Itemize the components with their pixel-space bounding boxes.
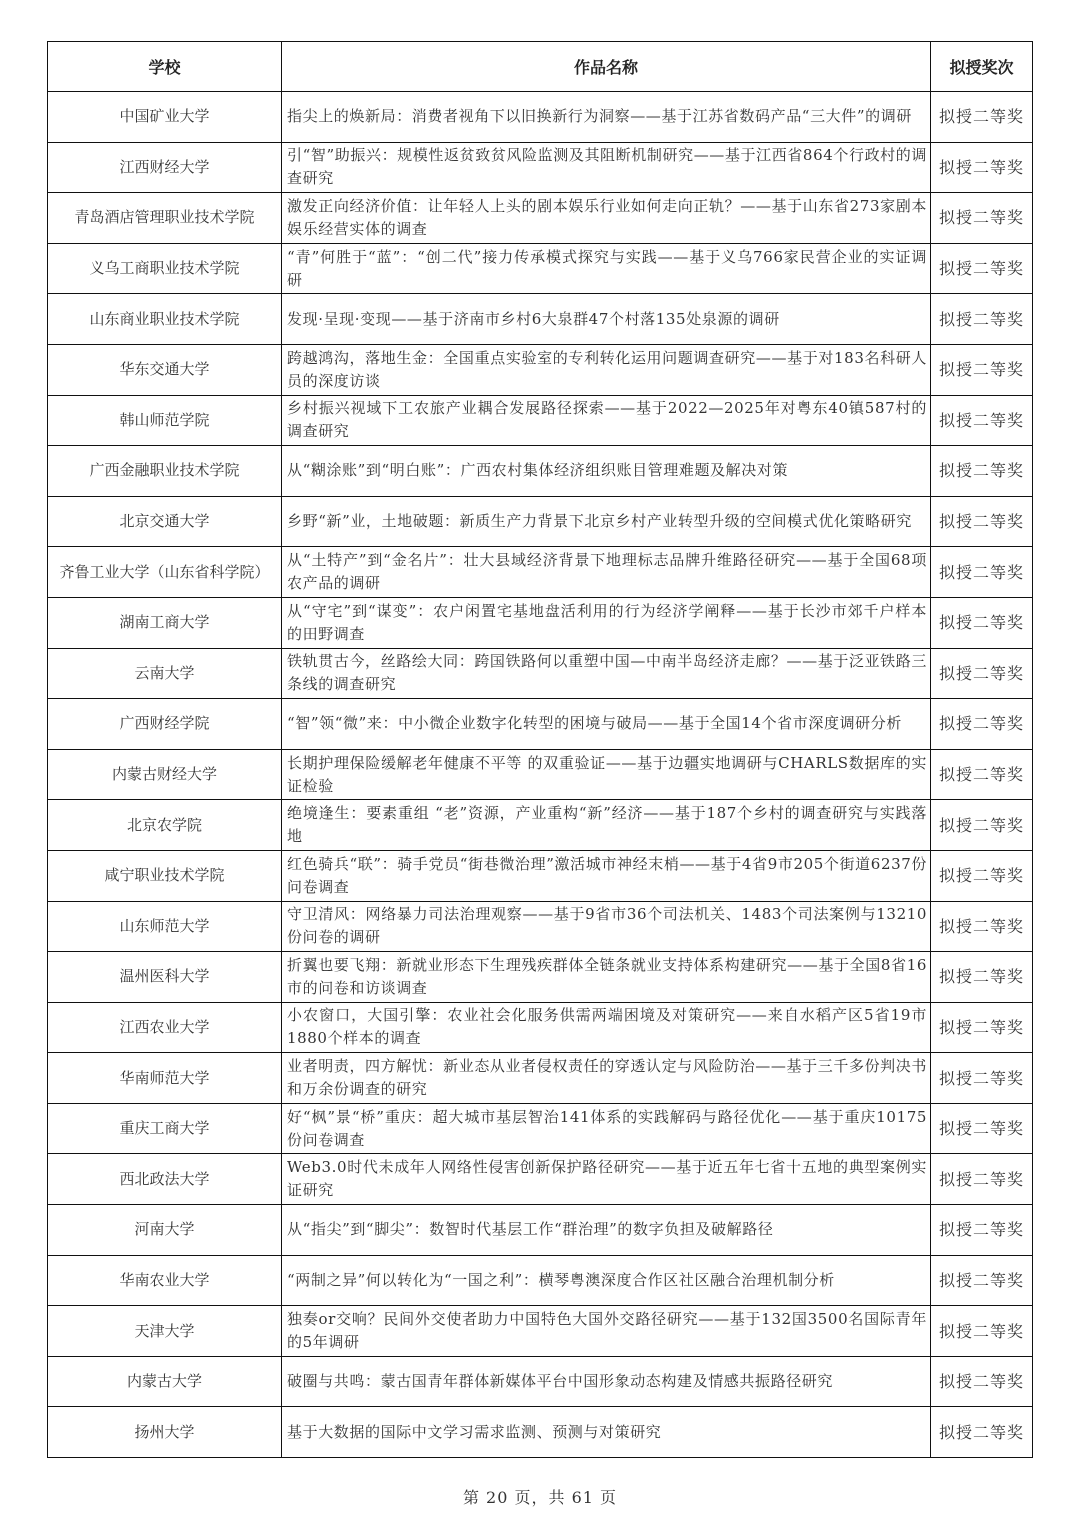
table-row	[48, 952, 1033, 1003]
table-row	[48, 800, 1033, 851]
title-cell: 引“智”助振兴：规模性返贫致贫风险监测及其阻断机制研究——基于江西省864个行政村的调查研究	[282, 142, 931, 193]
header-school: 学校	[48, 42, 282, 92]
title-cell: 好“枫”景“桥”重庆：超大城市基层智治141体系的实践解码与路径优化——基于重庆10175份问卷调查	[282, 1103, 931, 1154]
school-cell: 山东师范大学	[48, 901, 282, 952]
table-row	[48, 850, 1033, 901]
award-cell: 拟授二等奖	[931, 1053, 1033, 1104]
school-cell: 湖南工商大学	[48, 597, 282, 648]
table-row	[48, 597, 1033, 648]
school-cell: 北京农学院	[48, 800, 282, 851]
school-cell: 广西金融职业技术学院	[48, 446, 282, 497]
table-row	[48, 344, 1033, 395]
school-cell: 内蒙古大学	[48, 1356, 282, 1407]
school-cell: 华南农业大学	[48, 1255, 282, 1306]
title-cell: “青”何胜于“蓝”：“创二代”接力传承模式探究与实践——基于义乌766家民营企业的实证调研	[282, 243, 931, 294]
header-title: 作品名称	[282, 42, 931, 92]
award-cell: 拟授二等奖	[931, 850, 1033, 901]
table-row	[48, 547, 1033, 598]
table-row	[48, 648, 1033, 699]
title-cell: 乡村振兴视域下工农旅产业耦合发展路径探索——基于2022—2025年对粤东40镇587村的调查研究	[282, 395, 931, 446]
title-cell: 发现·呈现·变现——基于济南市乡村6大泉群47个村落135处泉源的调研	[282, 294, 931, 345]
title-cell: Web3.0时代未成年人网络性侵害创新保护路径研究——基于近五年七省十五地的典型案例实证研究	[282, 1154, 931, 1205]
table-row	[48, 92, 1033, 143]
school-cell: 齐鲁工业大学（山东省科学院）	[48, 547, 282, 598]
award-cell: 拟授二等奖	[931, 800, 1033, 851]
award-cell: 拟授二等奖	[931, 496, 1033, 547]
table-body	[48, 92, 1033, 1458]
award-cell: 拟授二等奖	[931, 1002, 1033, 1053]
table-row	[48, 1002, 1033, 1053]
title-cell: 从“土特产”到“金名片”：壮大县域经济背景下地理标志品牌升维路径研究——基于全国68项农产品的调研	[282, 547, 931, 598]
title-cell: 小农窗口，大国引擎：农业社会化服务供需两端困境及对策研究——来自水稻产区5省19市1880个样本的调查	[282, 1002, 931, 1053]
school-cell: 云南大学	[48, 648, 282, 699]
school-cell: 内蒙古财经大学	[48, 749, 282, 800]
title-cell: 长期护理保险缓解老年健康不平等 的双重验证——基于边疆实地调研与CHARLS数据库的实证检验	[282, 749, 931, 800]
award-cell: 拟授二等奖	[931, 193, 1033, 244]
school-cell: 华南师范大学	[48, 1053, 282, 1104]
award-cell: 拟授二等奖	[931, 749, 1033, 800]
table-row	[48, 193, 1033, 244]
award-cell: 拟授二等奖	[931, 1356, 1033, 1407]
award-cell: 拟授二等奖	[931, 699, 1033, 750]
school-cell: 青岛酒店管理职业技术学院	[48, 193, 282, 244]
table-row	[48, 243, 1033, 294]
table-row	[48, 1103, 1033, 1154]
school-cell: 河南大学	[48, 1205, 282, 1256]
school-cell: 江西财经大学	[48, 142, 282, 193]
school-cell: 扬州大学	[48, 1407, 282, 1458]
award-cell: 拟授二等奖	[931, 294, 1033, 345]
award-cell: 拟授二等奖	[931, 1306, 1033, 1357]
school-cell: 韩山师范学院	[48, 395, 282, 446]
title-cell: 从“糊涂账”到“明白账”：广西农村集体经济组织账目管理难题及解决对策	[282, 446, 931, 497]
title-cell: 守卫清风：网络暴力司法治理观察——基于9省市36个司法机关、1483个司法案例与13210份问卷的调研	[282, 901, 931, 952]
title-cell: 破圈与共鸣：蒙古国青年群体新媒体平台中国形象动态构建及情感共振路径研究	[282, 1356, 931, 1407]
title-cell: 红色骑兵“联”：骑手党员“街巷微治理”激活城市神经末梢——基于4省9市205个街道6237份问卷调查	[282, 850, 931, 901]
table-row	[48, 1306, 1033, 1357]
title-cell: 乡野“新”业，土地破题：新质生产力背景下北京乡村产业转型升级的空间模式优化策略研究	[282, 496, 931, 547]
title-cell: “智”领“微”来：中小微企业数字化转型的困境与破局——基于全国14个省市深度调研分析	[282, 699, 931, 750]
award-cell: 拟授二等奖	[931, 344, 1033, 395]
title-cell: 铁轨贯古今，丝路绘大同：跨国铁路何以重塑中国—中南半岛经济走廊？——基于泛亚铁路三条线的调查研究	[282, 648, 931, 699]
award-cell: 拟授二等奖	[931, 1255, 1033, 1306]
school-cell: 华东交通大学	[48, 344, 282, 395]
table-row	[48, 1356, 1033, 1407]
award-cell: 拟授二等奖	[931, 597, 1033, 648]
school-cell: 咸宁职业技术学院	[48, 850, 282, 901]
award-cell: 拟授二等奖	[931, 243, 1033, 294]
table-row	[48, 749, 1033, 800]
title-cell: 折翼也要飞翔：新就业形态下生理残疾群体全链条就业支持体系构建研究——基于全国8省16市的问卷和访谈调查	[282, 952, 931, 1003]
award-cell: 拟授二等奖	[931, 142, 1033, 193]
school-cell: 重庆工商大学	[48, 1103, 282, 1154]
school-cell: 山东商业职业技术学院	[48, 294, 282, 345]
award-cell: 拟授二等奖	[931, 92, 1033, 143]
award-cell: 拟授二等奖	[931, 952, 1033, 1003]
table-row	[48, 395, 1033, 446]
table-row	[48, 699, 1033, 750]
title-cell: 跨越鸿沟，落地生金：全国重点实验室的专利转化运用问题调查研究——基于对183名科研人员的深度访谈	[282, 344, 931, 395]
title-cell: 业者明责，四方解忧：新业态从业者侵权责任的穿透认定与风险防治——基于三千多份判决书和万余份调查的研究	[282, 1053, 931, 1104]
table-row	[48, 294, 1033, 345]
table-header-row	[48, 42, 1033, 92]
title-cell: 独奏or交响？民间外交使者助力中国特色大国外交路径研究——基于132国3500名国际青年的5年调研	[282, 1306, 931, 1357]
page-number: 第 20 页，共 61 页	[462, 1488, 618, 1507]
title-cell: 从“守宅”到“谋变”：农户闲置宅基地盘活利用的行为经济学阐释——基于长沙市郊千户样本的田野调查	[282, 597, 931, 648]
table-row	[48, 1407, 1033, 1458]
table-row	[48, 142, 1033, 193]
award-cell: 拟授二等奖	[931, 1103, 1033, 1154]
school-cell: 温州医科大学	[48, 952, 282, 1003]
award-cell: 拟授二等奖	[931, 648, 1033, 699]
award-cell: 拟授二等奖	[931, 1407, 1033, 1458]
table-row	[48, 1154, 1033, 1205]
award-cell: 拟授二等奖	[931, 1154, 1033, 1205]
school-cell: 江西农业大学	[48, 1002, 282, 1053]
award-cell: 拟授二等奖	[931, 446, 1033, 497]
school-cell: 西北政法大学	[48, 1154, 282, 1205]
award-cell: 拟授二等奖	[931, 1205, 1033, 1256]
table-row	[48, 901, 1033, 952]
table-row	[48, 446, 1033, 497]
table-row	[48, 496, 1033, 547]
school-cell: 广西财经学院	[48, 699, 282, 750]
award-cell: 拟授二等奖	[931, 901, 1033, 952]
header-award: 拟授奖次	[931, 42, 1033, 92]
school-cell: 天津大学	[48, 1306, 282, 1357]
title-cell: 基于大数据的国际中文学习需求监测、预测与对策研究	[282, 1407, 931, 1458]
table-row	[48, 1255, 1033, 1306]
title-cell: 从“指尖”到“脚尖”：数智时代基层工作“群治理”的数字负担及破解路径	[282, 1205, 931, 1256]
school-cell: 义乌工商职业技术学院	[48, 243, 282, 294]
award-cell: 拟授二等奖	[931, 395, 1033, 446]
title-cell: 指尖上的焕新局：消费者视角下以旧换新行为洞察——基于江苏省数码产品“三大件”的调研	[282, 92, 931, 143]
award-cell: 拟授二等奖	[931, 547, 1033, 598]
title-cell: “两制之异”何以转化为“一国之利”：横琴粤澳深度合作区社区融合治理机制分析	[282, 1255, 931, 1306]
school-cell: 北京交通大学	[48, 496, 282, 547]
title-cell: 激发正向经济价值：让年轻人上头的剧本娱乐行业如何走向正轨？——基于山东省273家剧本娱乐经营实体的调查	[282, 193, 931, 244]
title-cell: 绝境逢生：要素重组 “老”资源，产业重构“新”经济——基于187个乡村的调查研究与实践落地	[282, 800, 931, 851]
table-row	[48, 1053, 1033, 1104]
school-cell: 中国矿业大学	[48, 92, 282, 143]
table-row	[48, 1205, 1033, 1256]
awards-table	[47, 41, 1033, 1458]
